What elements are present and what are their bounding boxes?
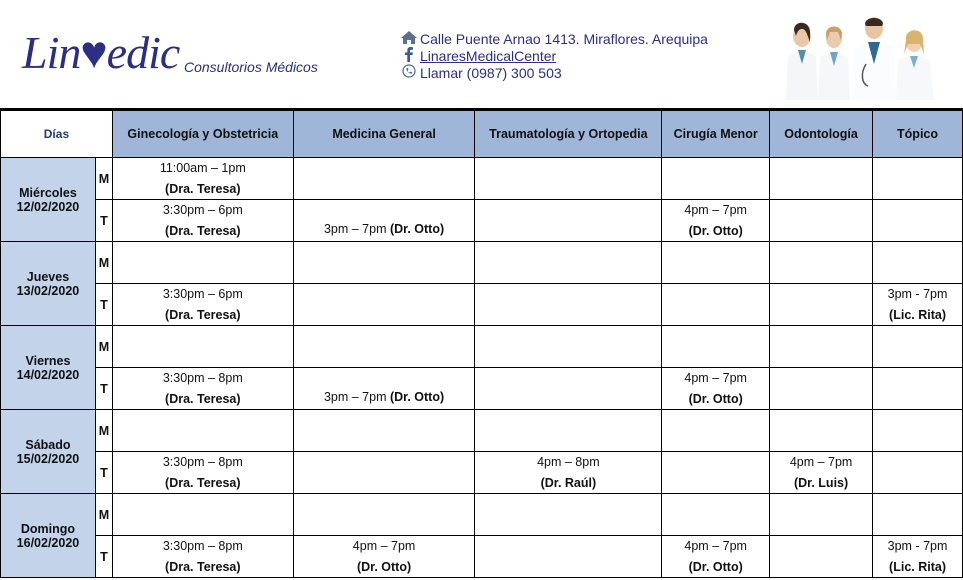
schedule-cell bbox=[293, 326, 475, 368]
schedule-cell bbox=[873, 326, 963, 368]
logo bbox=[22, 27, 180, 78]
day-cell bbox=[1, 410, 96, 494]
day-date: 15/02/2020 bbox=[16, 451, 80, 466]
schedule-cell bbox=[662, 536, 770, 578]
schedule-cell bbox=[770, 326, 873, 368]
phone-icon bbox=[398, 64, 420, 81]
schedule-cell bbox=[662, 368, 770, 410]
shift-label: M bbox=[95, 242, 112, 284]
schedule-cell bbox=[112, 326, 293, 368]
home-icon bbox=[398, 30, 420, 48]
schedule-cell bbox=[293, 452, 475, 494]
schedule-cell bbox=[112, 452, 293, 494]
schedule-cell bbox=[475, 158, 662, 200]
day-name: Sábado bbox=[25, 437, 71, 452]
day-name: Viernes bbox=[25, 353, 71, 368]
logo-subtitle: Consultorios Médicos bbox=[184, 59, 318, 75]
day-cell bbox=[1, 494, 96, 578]
doctor-name: (Dr. Otto) bbox=[389, 389, 445, 404]
schedule-cell bbox=[770, 536, 873, 578]
schedule-cell bbox=[475, 452, 662, 494]
schedule-cell bbox=[475, 410, 662, 452]
phone-row bbox=[398, 64, 708, 81]
time-text: 3pm - 7pm bbox=[887, 287, 948, 301]
schedule-cell bbox=[293, 368, 475, 410]
table-row bbox=[1, 410, 963, 452]
doctor-name: (Dr. Raúl) bbox=[540, 476, 597, 490]
doctor-name: (Dr. Otto) bbox=[688, 224, 743, 238]
time-text: 3pm – 7pm bbox=[323, 389, 390, 404]
column-header: Ginecología y Obstetricia bbox=[112, 111, 293, 158]
shift-label: T bbox=[95, 536, 112, 578]
schedule-cell bbox=[112, 158, 293, 200]
day-date: 13/02/2020 bbox=[16, 283, 80, 298]
schedule-cell bbox=[475, 536, 662, 578]
doctor-name: (Lic. Rita) bbox=[889, 308, 946, 322]
schedule-cell bbox=[112, 284, 293, 326]
schedule-cell bbox=[112, 536, 293, 578]
time-text: 3pm - 7pm bbox=[887, 539, 948, 553]
schedule-cell bbox=[662, 452, 770, 494]
shift-label: M bbox=[95, 158, 112, 200]
schedule-cell bbox=[873, 158, 963, 200]
day-cell bbox=[1, 242, 96, 326]
schedule-cell bbox=[662, 242, 770, 284]
phone-text: Llamar (0987) 300 503 bbox=[420, 64, 562, 81]
schedule-cell bbox=[770, 452, 873, 494]
doctor-name: (Dra. Teresa) bbox=[165, 560, 241, 574]
time-text: 4pm – 7pm bbox=[684, 371, 747, 385]
contact-info bbox=[398, 30, 708, 81]
table-row bbox=[1, 326, 963, 368]
schedule-cell bbox=[770, 158, 873, 200]
table-row bbox=[1, 242, 963, 284]
schedule-cell bbox=[662, 410, 770, 452]
schedule-cell bbox=[112, 242, 293, 284]
schedule-cell bbox=[770, 410, 873, 452]
facebook-icon bbox=[398, 47, 420, 65]
schedule-cell bbox=[293, 494, 475, 536]
address-text: Calle Puente Arnao 1413. Miraflores. Arequipa bbox=[420, 30, 708, 47]
schedule-cell bbox=[873, 200, 963, 242]
column-header: Cirugía Menor bbox=[662, 111, 770, 158]
schedule-cell bbox=[475, 200, 662, 242]
column-header: Traumatología y Ortopedia bbox=[475, 111, 662, 158]
time-text: 3pm – 7pm bbox=[323, 221, 390, 236]
schedule-cell bbox=[873, 494, 963, 536]
doctor-name: (Dr. Otto) bbox=[688, 560, 743, 574]
shift-label: T bbox=[95, 452, 112, 494]
time-text: 3:30pm – 8pm bbox=[162, 455, 243, 469]
schedule-cell bbox=[475, 242, 662, 284]
schedule-cell bbox=[770, 494, 873, 536]
table-row bbox=[1, 494, 963, 536]
schedule-cell bbox=[293, 284, 475, 326]
schedule-cell bbox=[770, 368, 873, 410]
schedule-cell bbox=[662, 494, 770, 536]
column-header: Odontología bbox=[770, 111, 873, 158]
doctor-name: (Dr. Otto) bbox=[356, 560, 412, 574]
doctor-name: (Dra. Teresa) bbox=[165, 224, 241, 238]
doctor-name: (Dra. Teresa) bbox=[165, 392, 241, 406]
time-text: 4pm – 7pm bbox=[789, 455, 853, 469]
schedule-cell bbox=[293, 158, 475, 200]
time-text: 4pm – 7pm bbox=[352, 539, 416, 553]
table-row bbox=[1, 158, 963, 200]
time-text: 11:00am – 1pm bbox=[159, 161, 246, 175]
time-text: 3:30pm – 6pm bbox=[162, 203, 243, 217]
schedule-cell bbox=[112, 494, 293, 536]
schedule-cell bbox=[873, 410, 963, 452]
header-row bbox=[1, 111, 963, 158]
day-date: 14/02/2020 bbox=[16, 367, 80, 382]
column-header: Medicina General bbox=[293, 111, 475, 158]
table-row bbox=[1, 368, 963, 410]
schedule-cell bbox=[873, 536, 963, 578]
column-header: Tópico bbox=[873, 111, 963, 158]
schedule-cell bbox=[662, 158, 770, 200]
facebook-row bbox=[398, 47, 708, 64]
schedule-cell bbox=[112, 368, 293, 410]
schedule-cell bbox=[873, 368, 963, 410]
schedule-cell bbox=[293, 200, 475, 242]
table-row bbox=[1, 452, 963, 494]
doctor-name: (Dra. Teresa) bbox=[165, 308, 241, 322]
shift-label: M bbox=[95, 494, 112, 536]
doctors-image bbox=[780, 14, 942, 100]
schedule-cell bbox=[770, 200, 873, 242]
doctor-name: (Dr. Otto) bbox=[688, 392, 743, 406]
shift-label: T bbox=[95, 284, 112, 326]
page-header bbox=[0, 0, 963, 110]
schedule-cell bbox=[873, 242, 963, 284]
logo-text: Lin♥edic bbox=[22, 27, 180, 78]
time-text: 4pm – 7pm bbox=[684, 539, 747, 553]
time-text: 3:30pm – 6pm bbox=[162, 287, 243, 301]
schedule-cell bbox=[873, 284, 963, 326]
table-row bbox=[1, 284, 963, 326]
time-text: 4pm – 7pm bbox=[684, 203, 747, 217]
schedule-table bbox=[0, 110, 963, 578]
day-name: Miércoles bbox=[19, 185, 77, 200]
day-name: Domingo bbox=[20, 521, 76, 536]
day-cell bbox=[1, 158, 96, 242]
schedule-cell bbox=[112, 410, 293, 452]
schedule-cell bbox=[475, 284, 662, 326]
days-header: Días bbox=[1, 111, 113, 158]
time-text: 4pm – 8pm bbox=[537, 455, 600, 469]
facebook-link[interactable]: LinaresMedicalCenter bbox=[420, 47, 557, 64]
day-name: Jueves bbox=[26, 269, 70, 284]
day-date: 16/02/2020 bbox=[16, 535, 80, 550]
shift-label: M bbox=[95, 326, 112, 368]
schedule-body bbox=[1, 158, 963, 578]
doctor-name: (Dra. Teresa) bbox=[165, 476, 241, 490]
schedule-cell bbox=[293, 536, 475, 578]
schedule-cell bbox=[873, 452, 963, 494]
day-cell bbox=[1, 326, 96, 410]
schedule-cell bbox=[293, 242, 475, 284]
address-row bbox=[398, 30, 708, 47]
time-text: 3:30pm – 8pm bbox=[162, 371, 243, 385]
schedule-cell bbox=[475, 494, 662, 536]
schedule-cell bbox=[112, 200, 293, 242]
day-date: 12/02/2020 bbox=[16, 199, 80, 214]
table-row bbox=[1, 536, 963, 578]
schedule-cell bbox=[770, 284, 873, 326]
doctor-name: (Dra. Teresa) bbox=[165, 182, 241, 196]
schedule-cell bbox=[475, 326, 662, 368]
doctor-name: (Lic. Rita) bbox=[889, 560, 946, 574]
table-row bbox=[1, 200, 963, 242]
schedule-cell bbox=[293, 410, 475, 452]
schedule-cell bbox=[770, 242, 873, 284]
time-text: 3:30pm – 8pm bbox=[162, 539, 243, 553]
shift-label: T bbox=[95, 368, 112, 410]
schedule-cell bbox=[475, 368, 662, 410]
shift-label: T bbox=[95, 200, 112, 242]
schedule-cell bbox=[662, 200, 770, 242]
doctor-name: (Dr. Luis) bbox=[793, 476, 849, 490]
shift-label: M bbox=[95, 410, 112, 452]
schedule-cell bbox=[662, 326, 770, 368]
schedule-cell bbox=[662, 284, 770, 326]
doctor-name: (Dr. Otto) bbox=[389, 221, 445, 236]
